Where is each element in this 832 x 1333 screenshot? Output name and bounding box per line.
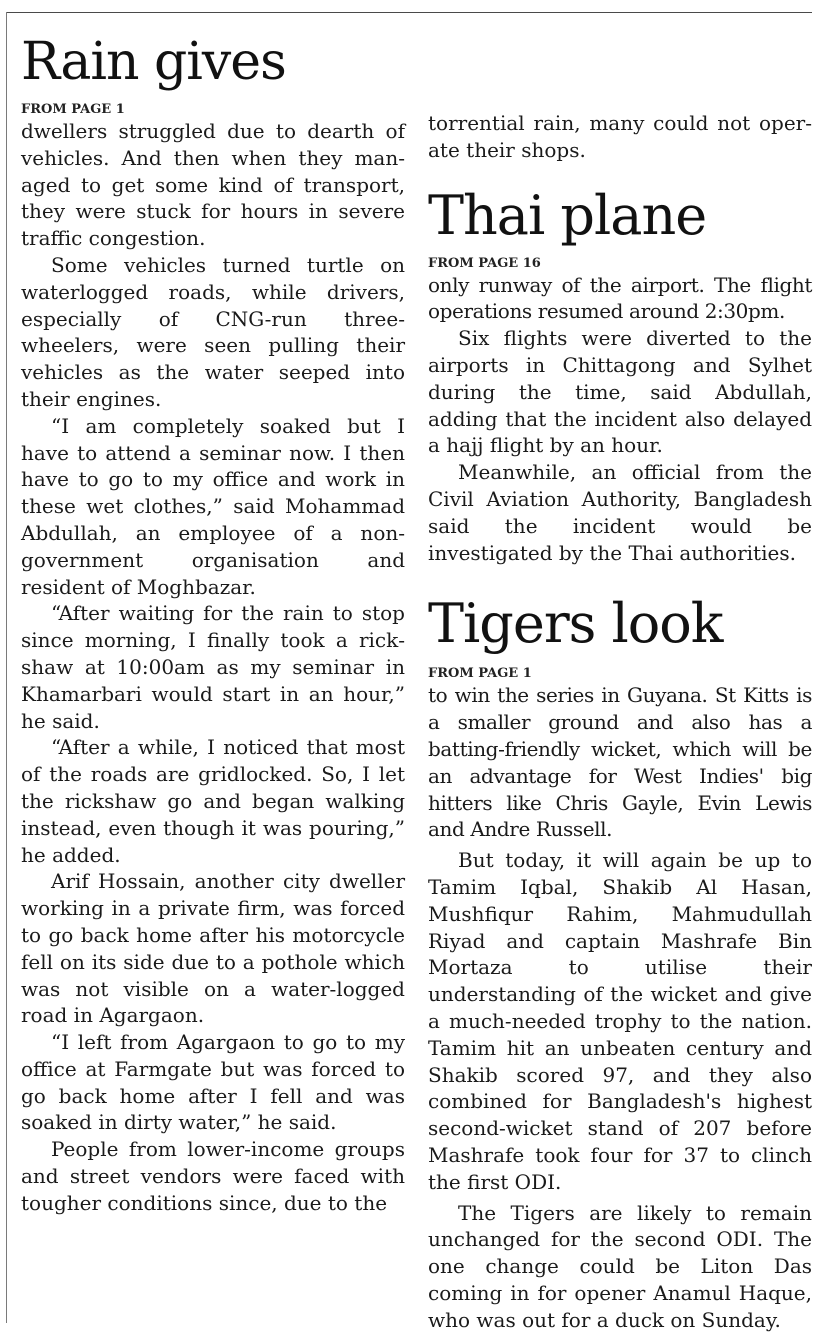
rain-paragraph: People from lower-income groups and street vendors were faced with tougher conditions since, due to the: [21, 1136, 405, 1216]
rain-paragraph: dwellers struggled due to dearth of vehicles. And then when they managed to get some kind of transport, they were stuck for hours in severe traffic congestion.: [21, 118, 405, 252]
right-column: [428, 0, 812, 1333]
tigers-paragraph: to win the series in Guyana. St Kitts is a smaller ground and also has a batting-friendly wicket, which will be an advantage for West Indies' big hitters like Chris Gayle, Evin Lewis and Andre Russell.: [428, 682, 812, 843]
rain-paragraph: “I left from Agargaon to go to my office at Farmgate but was forced to go back home after I fell and was soaked in dirty water,” he said.: [21, 1029, 405, 1136]
left-column-rule: [6, 12, 7, 1323]
rain-paragraph: “After a while, I noticed that most of the roads are gridlocked. So, I let the rickshaw go and began walking instead, even though it was pouring,” he added.: [21, 734, 405, 868]
tigers-paragraph: But today, it will again be up to Tamim Iqbal, Shakib Al Hasan, Mushfiqur Rahim, Mahmudullah Riyad and captain Mashrafe Bin Mortaza to utilise their understanding of the wicket and give a much-needed trophy to the nation. Tamim hit an unbeaten century and Shakib scored 97, and they also combined for Bangladesh's highest second-wicket stand of 207 before Mashrafe took four for 37 to clinch the first ODI.: [428, 847, 812, 1195]
thai-paragraph: only runway of the airport. The flight operations resumed around 2:30pm.: [428, 272, 812, 326]
rain-paragraph: “After waiting for the rain to stop since morning, I finally took a rickshaw at 10:00am as my seminar in Khamarbari would start in an hour,” he said.: [21, 600, 405, 734]
tigers-paragraph: The Tigers are likely to remain unchanged for the second ODI. The one change could be Liton Das coming in for opener Anamul Haque, who was out for a duck on Sunday.: [428, 1200, 812, 1333]
rain-headline: Rain gives: [21, 32, 405, 94]
rain-paragraph: “I am completely soaked but I have to attend a seminar now. I then have to go to my office and work in these wet clothes,” said Mohammad Abdullah, an employee of a non-government organisation and resident of Moghbazar.: [21, 413, 405, 601]
tigers-jump-label: FROM PAGE 1: [428, 666, 812, 682]
tigers-headline: Tigers look: [428, 594, 812, 654]
thai-paragraph: Meanwhile, an official from the Civil Aviation Authority, Bangladesh said the incident would be investigated by the Thai authorities.: [428, 459, 812, 566]
rain-continuation: torrential rain, many could not operate their shops.: [428, 110, 812, 164]
rain-paragraph: Some vehicles turned turtle on waterlogged roads, while drivers, especially of CNG-run three-wheelers, were seen pulling their vehicles as the water seeped into their engines.: [21, 252, 405, 413]
rain-paragraph: Arif Hossain, another city dweller working in a private firm, was forced to go back home after his motorcycle fell on its side due to a pothole which was not visible on a water-logged road in Agargaon.: [21, 868, 405, 1029]
thai-paragraph: Six flights were diverted to the airports in Chittagong and Sylhet during the time, said Abdullah, adding that the incident also delayed a hajj flight by an hour.: [428, 325, 812, 459]
thai-headline: Thai plane: [428, 186, 812, 246]
thai-jump-label: FROM PAGE 16: [428, 256, 812, 272]
left-column: [21, 0, 405, 1217]
rain-jump-label: FROM PAGE 1: [21, 102, 405, 118]
